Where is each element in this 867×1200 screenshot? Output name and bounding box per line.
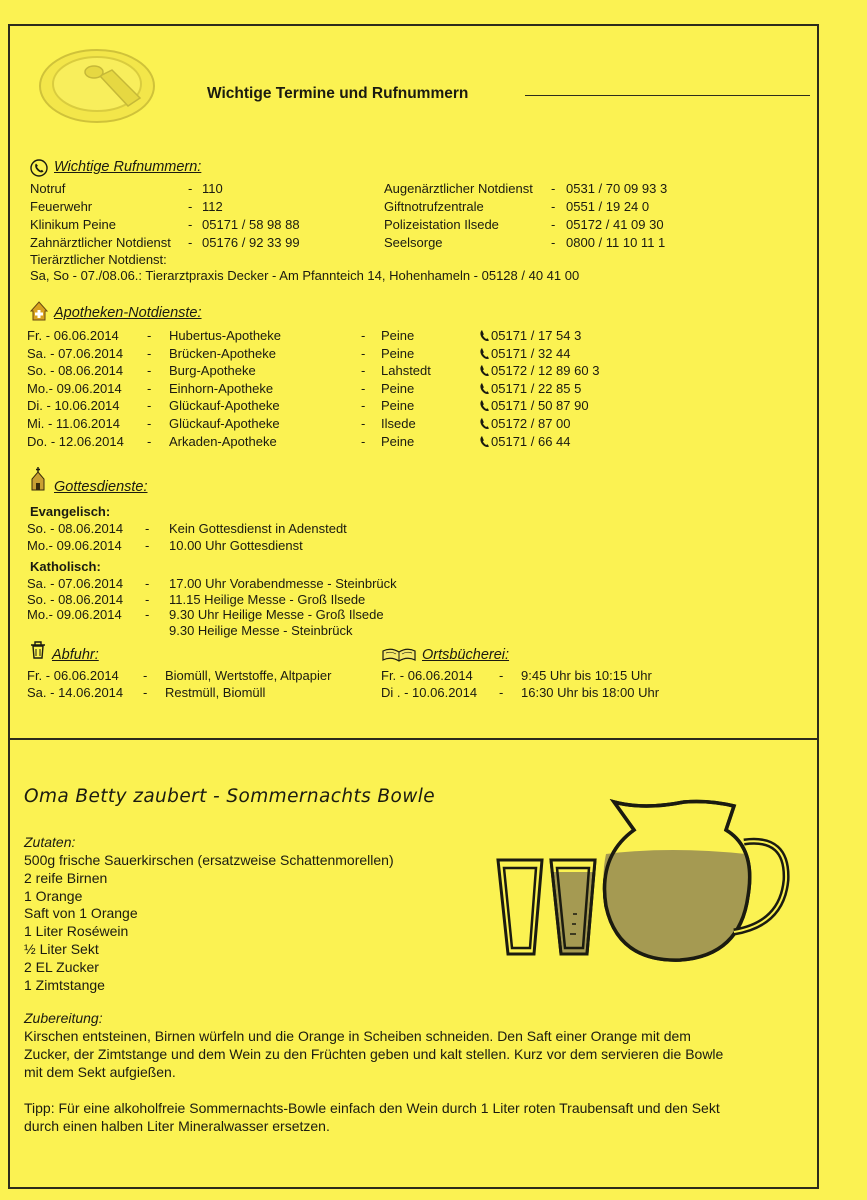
service-row-date: Sa. - 07.06.2014 bbox=[27, 576, 124, 591]
service-row bbox=[27, 537, 787, 555]
pickup-row-text: Restmüll, Biomüll bbox=[165, 684, 266, 700]
title-rule bbox=[525, 95, 810, 96]
ingredient-item: 2 EL Zucker bbox=[24, 958, 99, 975]
service-row-dash: - bbox=[145, 538, 150, 553]
phone-small-icon bbox=[479, 364, 490, 377]
pharmacy-row-town: Peine bbox=[381, 380, 415, 396]
pharmacy-row bbox=[27, 415, 787, 433]
pharmacy-row-dash: - bbox=[147, 380, 152, 396]
phone-small-icon bbox=[479, 347, 490, 360]
service-row-date: Mo.- 09.06.2014 bbox=[27, 538, 122, 553]
library-row-date: Di . - 10.06.2014 bbox=[381, 684, 478, 700]
pharmacy-row-name: Brücken-Apotheke bbox=[169, 345, 276, 361]
recipe-title: Oma Betty zaubert - Sommernachts Bowle bbox=[24, 786, 436, 807]
pickup-row-date: Sa. - 14.06.2014 bbox=[27, 684, 124, 700]
phone-entry: Polizeistation Ilsede - 05172 / 41 09 30 bbox=[384, 217, 664, 232]
pharmacy-icon bbox=[29, 301, 49, 321]
pharmacy-row-dash: - bbox=[147, 328, 152, 343]
library-row bbox=[381, 684, 867, 702]
pharmacy-row-town: Peine bbox=[381, 328, 415, 343]
tip-line: durch einen halben Liter Mineralwasser ersetzen. bbox=[24, 1117, 330, 1134]
pharmacy-row-phone: 05171 / 66 44 bbox=[491, 433, 571, 449]
service-row-dash: - bbox=[145, 576, 150, 591]
pharmacy-row-phone: 05171 / 32 44 bbox=[491, 345, 571, 361]
pharmacy-row-phone: 05171 / 50 87 90 bbox=[491, 398, 589, 414]
pharmacy-row-dash: - bbox=[147, 398, 152, 414]
pharmacy-row-date: Mi. - 11.06.2014 bbox=[27, 416, 120, 431]
service-row bbox=[27, 520, 787, 538]
library-row-text: 16:30 Uhr bis 18:00 Uhr bbox=[521, 684, 660, 700]
pharmacy-row-dash2: - bbox=[361, 433, 366, 449]
pitcher-glasses-illustration bbox=[494, 796, 794, 966]
phone-entry: Feuerwehr - 112 bbox=[30, 199, 223, 214]
section-heading-apotheken: Apotheken-Notdienste: bbox=[54, 305, 202, 321]
pharmacy-row-dash2: - bbox=[361, 363, 366, 379]
phone-small-icon bbox=[479, 417, 490, 430]
pharmacy-row-town: Peine bbox=[381, 345, 415, 361]
phone-small-icon bbox=[479, 435, 490, 448]
library-row bbox=[381, 667, 867, 685]
phone-small-icon bbox=[479, 329, 490, 342]
pharmacy-row-date: Sa. - 07.06.2014 bbox=[27, 345, 124, 361]
section-heading-gottesdienste: Gottesdienste: bbox=[54, 479, 148, 495]
pickup-row-text: Biomüll, Wertstoffe, Altpapier bbox=[165, 668, 332, 683]
pharmacy-row-phone: 05172 / 87 00 bbox=[491, 416, 571, 431]
service-row-date: So. - 08.06.2014 bbox=[27, 591, 124, 607]
pharmacy-row-name: Hubertus-Apotheke bbox=[169, 328, 282, 343]
book-icon bbox=[381, 647, 417, 663]
service-row-text: 17.00 Uhr Vorabendmesse - Steinbrück bbox=[169, 576, 397, 591]
library-row-dash: - bbox=[499, 668, 504, 683]
preparation-line: Zucker, der Zimtstange und dem Wein zu den Früchten geben und kalt stellen. Kurz vor dem servieren die Bowle bbox=[24, 1045, 724, 1062]
library-row-date: Fr. - 06.06.2014 bbox=[381, 668, 473, 683]
zubereitung-label: Zubereitung: bbox=[24, 1010, 103, 1026]
zutaten-label: Zutaten: bbox=[24, 834, 76, 850]
service-row-dash: - bbox=[145, 521, 150, 536]
service-row-text: 9.30 Uhr Heilige Messe - Groß Ilsede bbox=[169, 607, 384, 622]
page-title: Wichtige Termine und Rufnummern bbox=[207, 85, 469, 102]
pharmacy-row-dash2: - bbox=[361, 398, 366, 414]
ingredient-item: 1 Zimtstange bbox=[24, 976, 105, 993]
preparation-line: Kirschen entsteinen, Birnen würfeln und die Orange in Scheiben schneiden. Den Saft einer Orange mit dem bbox=[24, 1028, 691, 1044]
ingredient-item: 500g frische Sauerkirschen (ersatzweise Schattenmorellen) bbox=[24, 852, 394, 868]
pharmacy-row bbox=[27, 327, 787, 345]
ingredient-item: 2 reife Birnen bbox=[24, 869, 108, 886]
tip-line: Tipp: Für eine alkoholfreie Sommernachts-Bowle einfach den Wein durch 1 Liter roten Traubensaft und den Sekt bbox=[24, 1100, 720, 1116]
phone-small-icon bbox=[479, 382, 490, 395]
phone-entry: Notruf - 110 bbox=[30, 181, 223, 196]
service-row-date: So. - 08.06.2014 bbox=[27, 521, 124, 536]
library-row-dash: - bbox=[499, 684, 504, 700]
trash-icon bbox=[29, 640, 47, 660]
evangelisch-label: Evangelisch: bbox=[30, 504, 111, 519]
section-heading-buecherei: Ortsbücherei: bbox=[422, 647, 510, 663]
service-row-date: Mo.- 09.06.2014 bbox=[27, 607, 122, 622]
ingredient-item: ½ Liter Sekt bbox=[24, 941, 99, 957]
pharmacy-row-dash: - bbox=[147, 363, 152, 379]
phone-entry: Zahnärztlicher Notdienst - 05176 / 92 33 99 bbox=[30, 235, 300, 250]
pharmacy-row-name: Glückauf-Apotheke bbox=[169, 398, 280, 414]
pharmacy-row-town: Lahstedt bbox=[381, 363, 431, 379]
pharmacy-row-date: Di. - 10.06.2014 bbox=[27, 398, 120, 414]
pharmacy-row-town: Peine bbox=[381, 433, 415, 449]
pharmacy-row bbox=[27, 380, 787, 398]
section-heading-abfuhr: Abfuhr: bbox=[52, 647, 99, 663]
ingredient-item: Saft von 1 Orange bbox=[24, 905, 138, 922]
pickup-row-dash: - bbox=[143, 684, 148, 700]
pharmacy-row-phone: 05172 / 12 89 60 3 bbox=[491, 363, 600, 379]
pharmacy-row bbox=[27, 362, 787, 380]
pharmacy-row-dash: - bbox=[147, 433, 152, 449]
pharmacy-row-date: Do. - 12.06.2014 bbox=[27, 433, 124, 449]
phone-entry: Augenärztlicher Notdienst - 0531 / 70 09 93 3 bbox=[384, 181, 668, 196]
phone-entry: Seelsorge - 0800 / 11 10 11 1 bbox=[384, 235, 666, 250]
pharmacy-row bbox=[27, 397, 787, 415]
pharmacy-row-town: Peine bbox=[381, 398, 415, 414]
pharmacy-row-town: Ilsede bbox=[381, 416, 416, 431]
service-row-dash: - bbox=[145, 607, 150, 622]
pharmacy-row-phone: 05171 / 22 85 5 bbox=[491, 380, 582, 396]
pharmacy-row-dash: - bbox=[147, 345, 152, 361]
pharmacy-row-name: Arkaden-Apotheke bbox=[169, 433, 277, 449]
service-row-text: 9.30 Heilige Messe - Steinbrück bbox=[169, 622, 353, 638]
pharmacy-row-phone: 05171 / 17 54 3 bbox=[491, 328, 582, 343]
library-row-text: 9:45 Uhr bis 10:15 Uhr bbox=[521, 668, 652, 683]
info-icon bbox=[38, 48, 156, 124]
pharmacy-row-dash: - bbox=[147, 416, 152, 431]
preparation-line: mit dem Sekt aufgießen. bbox=[24, 1063, 176, 1080]
katholisch-label: Katholisch: bbox=[30, 559, 101, 574]
ingredient-item: 1 Liter Roséwein bbox=[24, 923, 129, 940]
service-row bbox=[27, 622, 787, 640]
section-divider bbox=[8, 738, 819, 740]
pharmacy-row-name: Burg-Apotheke bbox=[169, 363, 256, 379]
pharmacy-row bbox=[27, 433, 787, 451]
phone-entry: Giftnotrufzentrale - 0551 / 19 24 0 bbox=[384, 199, 650, 214]
church-icon bbox=[29, 467, 47, 491]
pickup-row-date: Fr. - 06.06.2014 bbox=[27, 668, 119, 683]
pharmacy-row-dash2: - bbox=[361, 416, 366, 431]
pharmacy-row-dash2: - bbox=[361, 328, 366, 343]
pharmacy-row bbox=[27, 345, 787, 363]
service-row-text: 10.00 Uhr Gottesdienst bbox=[169, 538, 303, 553]
pharmacy-row-dash2: - bbox=[361, 380, 366, 396]
pharmacy-row-name: Einhorn-Apotheke bbox=[169, 380, 274, 396]
phone-entry: Klinikum Peine - 05171 / 58 98 88 bbox=[30, 217, 300, 232]
ingredient-item: 1 Orange bbox=[24, 887, 83, 904]
service-row-dash: - bbox=[145, 591, 150, 607]
section-heading-rufnummern: Wichtige Rufnummern: bbox=[54, 159, 202, 175]
pharmacy-row-date: So. - 08.06.2014 bbox=[27, 363, 124, 379]
pickup-row-dash: - bbox=[143, 668, 148, 683]
service-row-text: 11.15 Heilige Messe - Groß Ilsede bbox=[169, 591, 366, 607]
tierarzt-line: Sa, So - 07./08.06.: Tierarztpraxis Decker - Am Pfannteich 14, Hohenhameln - 05128 / 40 41 00 bbox=[30, 268, 580, 283]
pharmacy-row-dash2: - bbox=[361, 345, 366, 361]
phone-icon bbox=[30, 159, 48, 177]
pharmacy-row-name: Glückauf-Apotheke bbox=[169, 416, 280, 431]
phone-small-icon bbox=[479, 399, 490, 412]
service-row-text: Kein Gottesdienst in Adenstedt bbox=[169, 521, 347, 536]
pharmacy-row-date: Mo.- 09.06.2014 bbox=[27, 380, 122, 396]
tierarzt-label: Tierärztlicher Notdienst: bbox=[30, 252, 167, 267]
pharmacy-row-date: Fr. - 06.06.2014 bbox=[27, 328, 119, 343]
